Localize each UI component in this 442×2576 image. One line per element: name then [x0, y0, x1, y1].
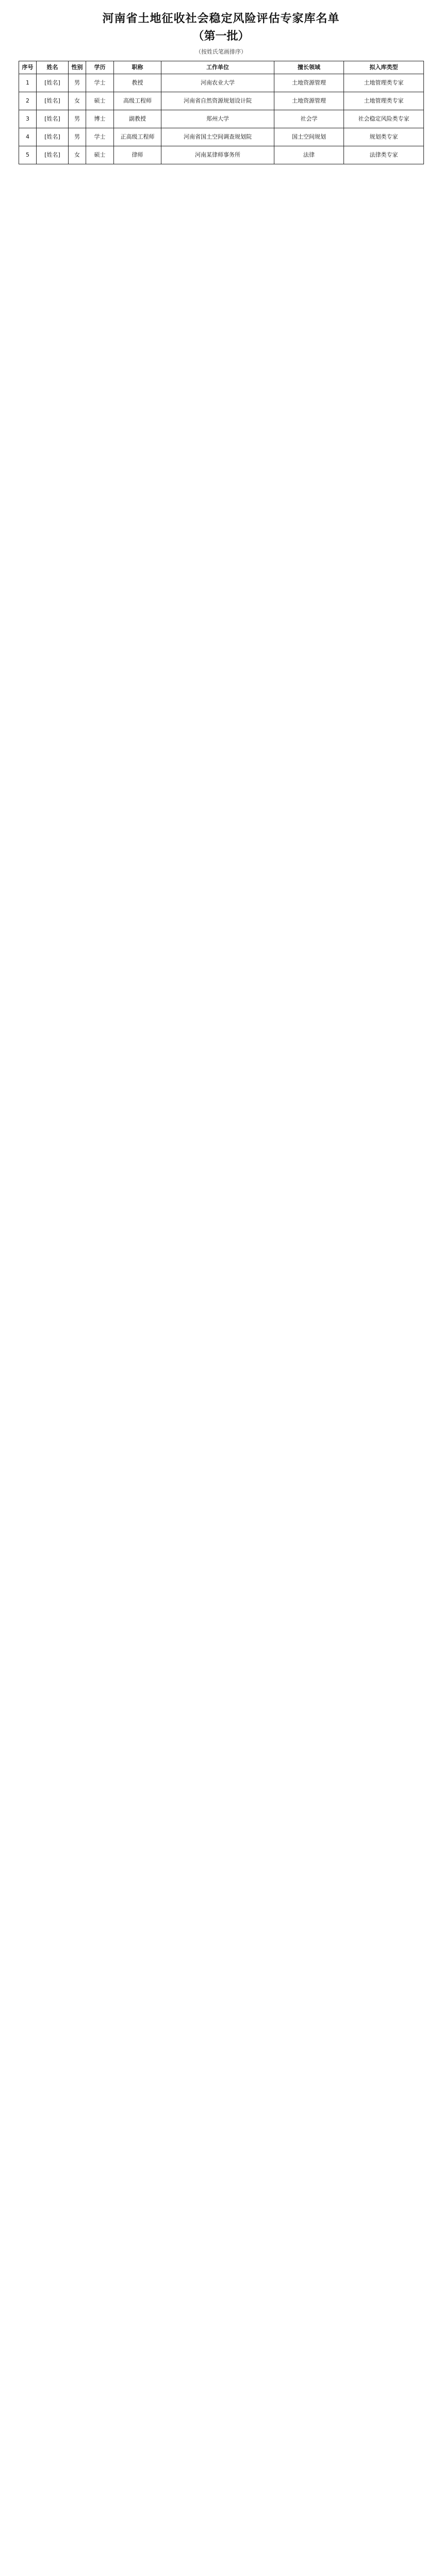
cell-title: 副教授	[114, 110, 161, 128]
cell-type: 规划类专家	[344, 128, 424, 146]
cell-gender: 男	[69, 74, 86, 92]
header-title: 职称	[114, 61, 161, 74]
cell-type: 土地管理类专家	[344, 92, 424, 110]
header-gender: 性别	[69, 61, 86, 74]
cell-title: 正高级工程师	[114, 128, 161, 146]
table-row	[19, 128, 424, 146]
cell-gender: 女	[69, 92, 86, 110]
table-row	[19, 110, 424, 128]
cell-name: [姓名]	[37, 110, 69, 128]
cell-type: 社会稳定风险类专家	[344, 110, 424, 128]
cell-gender: 男	[69, 110, 86, 128]
cell-name: [姓名]	[37, 74, 69, 92]
cell-type: 法律类专家	[344, 146, 424, 164]
cell-title: 律师	[114, 146, 161, 164]
expert-roster-table	[19, 61, 424, 164]
cell-gender: 男	[69, 128, 86, 146]
table-body	[19, 74, 424, 164]
cell-name: [姓名]	[37, 92, 69, 110]
cell-type: 土地管理类专家	[344, 74, 424, 92]
cell-degree: 硕士	[86, 92, 114, 110]
cell-gender: 女	[69, 146, 86, 164]
header-name: 姓名	[37, 61, 69, 74]
header-field: 擅长领域	[274, 61, 344, 74]
cell-degree: 硕士	[86, 146, 114, 164]
cell-no: 4	[19, 128, 37, 146]
cell-no: 2	[19, 92, 37, 110]
cell-no: 5	[19, 146, 37, 164]
table-row	[19, 146, 424, 164]
table-header-row	[19, 61, 424, 74]
cell-field: 国土空间规划	[274, 128, 344, 146]
cell-degree: 学士	[86, 74, 114, 92]
cell-degree: 学士	[86, 128, 114, 146]
header-type: 拟入库类型	[344, 61, 424, 74]
cell-name: [姓名]	[37, 128, 69, 146]
document-note: （按姓氏笔画排序）	[195, 48, 247, 55]
cell-no: 1	[19, 74, 37, 92]
cell-unit: 郑州大学	[161, 110, 274, 128]
cell-unit: 河南省国土空间调查规划院	[161, 128, 274, 146]
cell-unit: 河南农业大学	[161, 74, 274, 92]
cell-degree: 博士	[86, 110, 114, 128]
cell-title: 高级工程师	[114, 92, 161, 110]
cell-field: 土地资源管理	[274, 74, 344, 92]
table-row	[19, 74, 424, 92]
cell-field: 土地资源管理	[274, 92, 344, 110]
document-subtitle: （第一批）	[192, 30, 250, 43]
header-no: 序号	[19, 61, 37, 74]
header-unit: 工作单位	[161, 61, 274, 74]
document-title: 河南省土地征收社会稳定风险评估专家库名单	[102, 12, 340, 25]
cell-name: [姓名]	[37, 146, 69, 164]
cell-field: 社会学	[274, 110, 344, 128]
cell-field: 法律	[274, 146, 344, 164]
cell-unit: 河南某律师事务所	[161, 146, 274, 164]
table-row	[19, 92, 424, 110]
cell-no: 3	[19, 110, 37, 128]
header-degree: 学历	[86, 61, 114, 74]
cell-title: 教授	[114, 74, 161, 92]
cell-unit: 河南省自然资源规划设计院	[161, 92, 274, 110]
